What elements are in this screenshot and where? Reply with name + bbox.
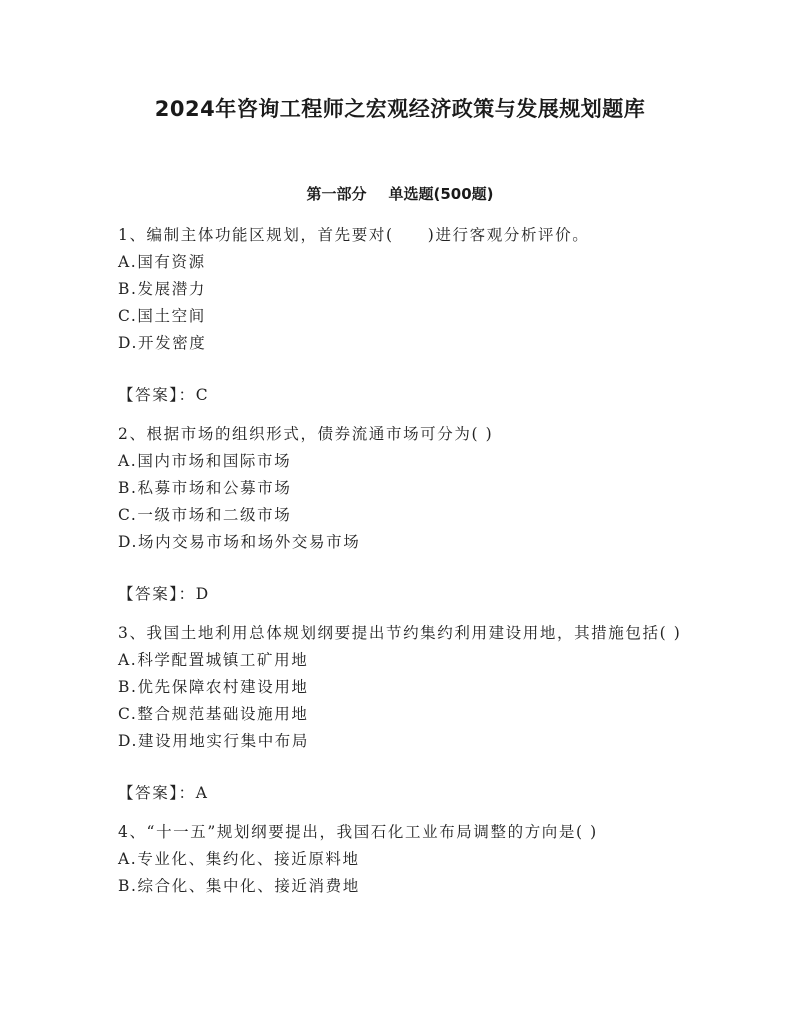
question-item bbox=[118, 620, 688, 807]
question-stem: 3、我国土地利用总体规划纲要提出节约集约利用建设用地，其措施包括( ) bbox=[118, 624, 682, 642]
option-a: A.国内市场和国际市场 bbox=[118, 452, 292, 470]
option-c: C.国土空间 bbox=[118, 307, 206, 325]
option-b: B.私募市场和公募市场 bbox=[118, 479, 292, 497]
option-b: B.综合化、集中化、接近消费地 bbox=[118, 877, 360, 895]
section-heading bbox=[0, 183, 800, 204]
option-c: C.一级市场和二级市场 bbox=[118, 506, 292, 524]
option-a: A.国有资源 bbox=[118, 253, 206, 271]
option-b: B.发展潜力 bbox=[118, 280, 206, 298]
question-item bbox=[118, 222, 688, 409]
option-a: A.专业化、集约化、接近原料地 bbox=[118, 850, 360, 868]
option-d: D.建设用地实行集中布局 bbox=[118, 732, 310, 750]
option-d: D.开发密度 bbox=[118, 334, 207, 352]
option-b: B.优先保障农村建设用地 bbox=[118, 678, 309, 696]
section-title-label: 单选题(500题) bbox=[388, 185, 494, 203]
question-item bbox=[118, 421, 688, 608]
answer-label: 【答案】：A bbox=[118, 784, 209, 802]
option-a: A.科学配置城镇工矿用地 bbox=[118, 651, 309, 669]
question-item bbox=[118, 819, 688, 900]
option-d: D.场内交易市场和场外交易市场 bbox=[118, 533, 361, 551]
option-c: C.整合规范基础设施用地 bbox=[118, 705, 309, 723]
question-stem: 2、根据市场的组织形式，债券流通市场可分为( ) bbox=[118, 425, 494, 443]
answer-label: 【答案】：C bbox=[118, 386, 210, 404]
document-title: 2024年咨询工程师之宏观经济政策与发展规划题库 bbox=[154, 97, 646, 121]
question-stem: 4、“十一五”规划纲要提出，我国石化工业布局调整的方向是( ) bbox=[118, 823, 598, 841]
question-list bbox=[118, 222, 688, 900]
answer-label: 【答案】：D bbox=[118, 585, 210, 603]
question-stem: 1、编制主体功能区规划，首先要对( )进行客观分析评价。 bbox=[118, 226, 590, 244]
section-part-label: 第一部分 bbox=[306, 185, 367, 203]
